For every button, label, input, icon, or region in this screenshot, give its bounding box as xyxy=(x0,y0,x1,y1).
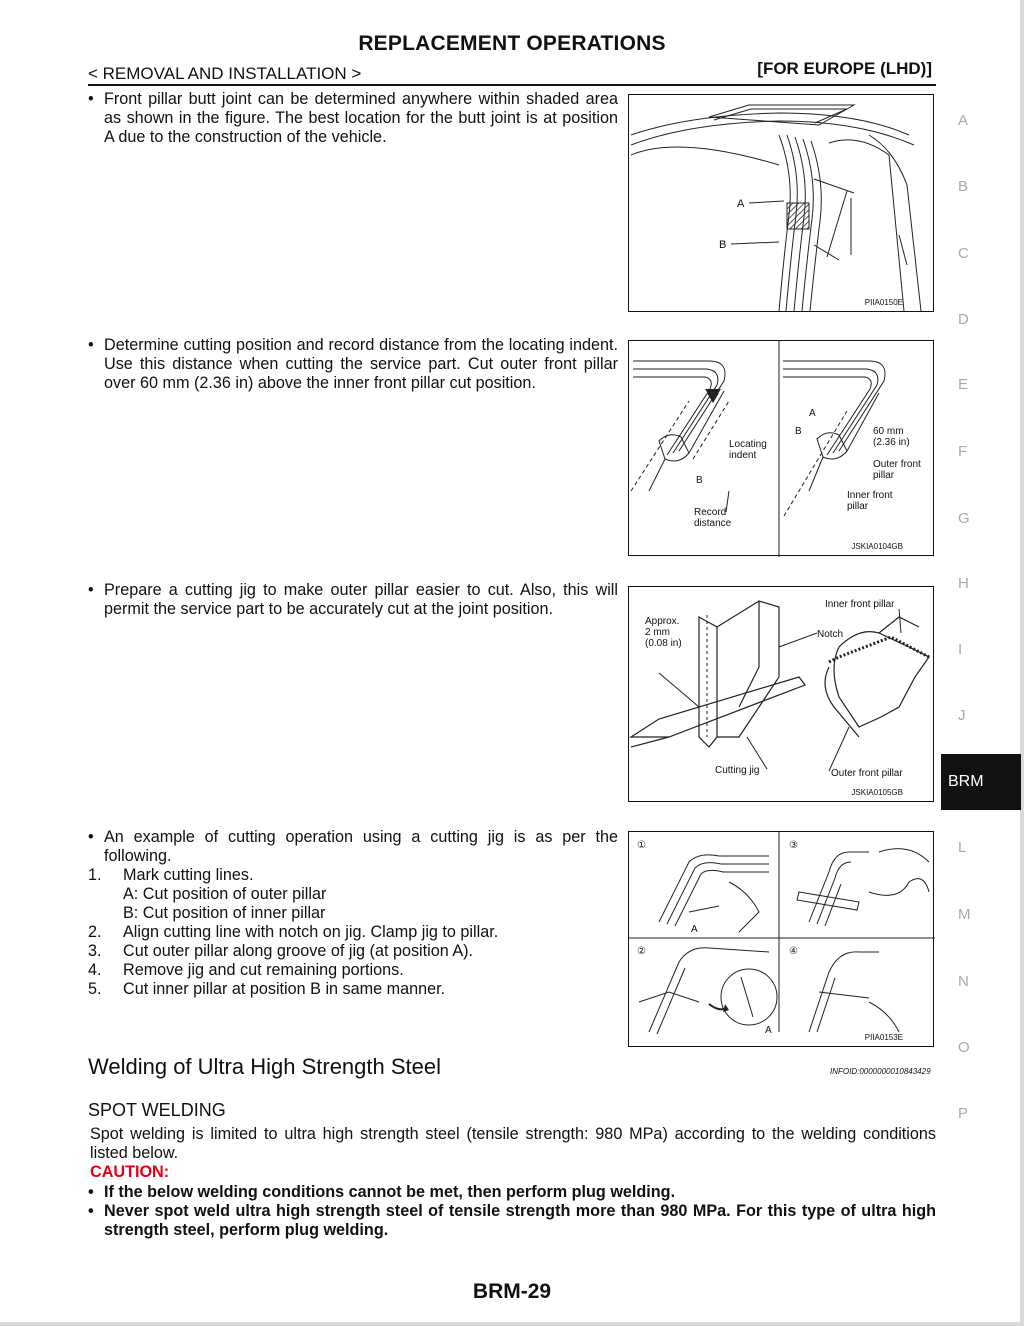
side-index-letter[interactable]: L xyxy=(958,839,967,856)
side-index-letter[interactable]: E xyxy=(958,376,969,393)
side-index-letter[interactable]: M xyxy=(958,906,971,923)
svg-text:Outer front pillar: Outer front pillar xyxy=(831,768,903,779)
side-tab-brm[interactable]: BRM xyxy=(941,754,1021,810)
caution-item: • If the below welding conditions cannot be met, then perform plug welding. xyxy=(88,1183,676,1201)
svg-text:A: A xyxy=(809,408,816,419)
figure-code: JSKIA0104GB xyxy=(851,542,903,551)
side-index-letter[interactable]: A xyxy=(958,112,969,129)
bullet-icon: • xyxy=(88,336,94,354)
svg-text:Inner front: Inner front xyxy=(847,490,893,501)
side-index-letter[interactable]: B xyxy=(958,178,969,195)
bullet-icon: • xyxy=(88,828,94,846)
svg-text:A: A xyxy=(765,1025,772,1036)
svg-text:①: ① xyxy=(637,840,646,851)
step-item: 3. Cut outer pillar along groove of jig (at position A). xyxy=(88,942,474,960)
step-item: 1. Mark cutting lines. xyxy=(88,866,254,884)
region-label: [FOR EUROPE (LHD)] xyxy=(757,59,932,78)
svg-text:Cutting jig: Cutting jig xyxy=(715,765,760,776)
svg-text:②: ② xyxy=(637,946,646,957)
bullet-icon: • xyxy=(88,581,94,599)
svg-text:B: B xyxy=(795,426,802,437)
instruction-butt-joint: • Front pillar butt joint can be determined anywhere within shaded area as shown in the figure. The best location for the butt joint is at position A due to the construction of the vehicle. xyxy=(88,90,618,146)
bullet-icon: • xyxy=(88,90,94,108)
bullet-icon: • xyxy=(88,1202,94,1220)
svg-text:pillar: pillar xyxy=(847,501,869,512)
svg-text:2 mm: 2 mm xyxy=(645,627,670,638)
step-sub-item: B: Cut position of inner pillar xyxy=(123,904,326,922)
side-index-letter[interactable]: C xyxy=(958,245,969,262)
svg-text:Approx.: Approx. xyxy=(645,616,680,627)
figure-code: JSKIA0105GB xyxy=(851,788,903,797)
info-id: INFOID:0000000010843429 xyxy=(830,1067,931,1076)
svg-text:60 mm: 60 mm xyxy=(873,426,904,437)
svg-text:Record: Record xyxy=(694,507,727,518)
figure-locating-indent xyxy=(628,340,934,556)
fig1-label-a: A xyxy=(737,198,745,210)
instruction-cutting-jig: • Prepare a cutting jig to make outer pillar easier to cut. Also, this will permit the service part to be accurately cut at the joint position. xyxy=(88,581,618,618)
side-index-letter[interactable]: P xyxy=(958,1105,969,1122)
header-rule xyxy=(88,84,936,86)
steps-list xyxy=(88,866,618,999)
svg-text:④: ④ xyxy=(789,946,798,957)
svg-text:Outer front: Outer front xyxy=(873,459,921,470)
instruction-cutting-position: • Determine cutting position and record distance from the locating indent. Use this distance when cutting the service part. Cut outer front pillar over 60 mm (2.36 in) above the inner front pillar cut position. xyxy=(88,336,618,392)
caution-label: CAUTION: xyxy=(90,1163,170,1181)
svg-text:Locating: Locating xyxy=(729,439,767,450)
svg-text:(2.36 in): (2.36 in) xyxy=(873,437,910,448)
side-index-letter[interactable]: I xyxy=(958,641,963,658)
svg-text:(0.08 in): (0.08 in) xyxy=(645,638,682,649)
figure-code: PIIA0150E xyxy=(864,298,903,307)
side-index-letter[interactable]: H xyxy=(958,575,969,592)
figure-code: PIIA0153E xyxy=(864,1033,903,1042)
page-number: BRM-29 xyxy=(472,1280,552,1303)
side-index-letter[interactable]: N xyxy=(958,973,969,990)
bullet-icon: • xyxy=(88,1183,94,1201)
section-breadcrumb: < REMOVAL AND INSTALLATION > xyxy=(88,64,362,83)
step-sub-item: A: Cut position of outer pillar xyxy=(123,885,327,903)
svg-text:Inner front pillar: Inner front pillar xyxy=(825,599,895,610)
instruction-cutting-steps: • An example of cutting operation using a cutting jig is as per the following. 1. Mark cutting lines. A: Cut position of outer pillar B: Cut position of inner pillar 2. Align cutting line with notch on jig. Clamp jig to pillar. 3. Cut outer pillar along groove of jig (at position A). 4. Remove jig and cut remaining portions. 5. Cut inner pillar at position B in same manner. xyxy=(88,828,618,998)
side-index-letter[interactable]: J xyxy=(958,707,966,724)
caution-item: • Never spot weld ultra high strength steel of tensile strength more than 980 MPa. For this type of ultra high strength steel, perform plug welding. xyxy=(88,1202,936,1239)
step-item: 4. Remove jig and cut remaining portions. xyxy=(88,961,404,979)
side-index-letter[interactable]: G xyxy=(958,510,970,527)
spot-welding-text: Spot welding is limited to ultra high strength steel (tensile strength: 980 MPa) according to the welding conditions listed below. xyxy=(90,1125,936,1162)
figure-cutting-jig xyxy=(628,586,934,802)
side-index-letter[interactable]: F xyxy=(958,443,968,460)
page-title: REPLACEMENT OPERATIONS xyxy=(358,32,666,55)
svg-text:A: A xyxy=(691,924,698,935)
side-index-letter[interactable]: D xyxy=(958,311,969,328)
svg-text:③: ③ xyxy=(789,840,798,851)
section-subtitle: SPOT WELDING xyxy=(88,1100,226,1120)
svg-text:Notch: Notch xyxy=(817,629,844,640)
svg-text:B: B xyxy=(696,475,703,486)
svg-text:indent: indent xyxy=(729,450,757,461)
figure-butt-joint-area xyxy=(628,94,934,312)
step-item: 5. Cut inner pillar at position B in same manner. xyxy=(88,980,446,998)
section-title: Welding of Ultra High Strength Steel xyxy=(88,1054,441,1079)
fig1-label-b: B xyxy=(719,239,727,251)
side-index-letter[interactable]: O xyxy=(958,1039,970,1056)
svg-text:pillar: pillar xyxy=(873,470,895,481)
step-item: 2. Align cutting line with notch on jig. Clamp jig to pillar. xyxy=(88,923,499,941)
svg-text:distance: distance xyxy=(694,518,732,529)
figure-cutting-sequence xyxy=(628,831,934,1047)
